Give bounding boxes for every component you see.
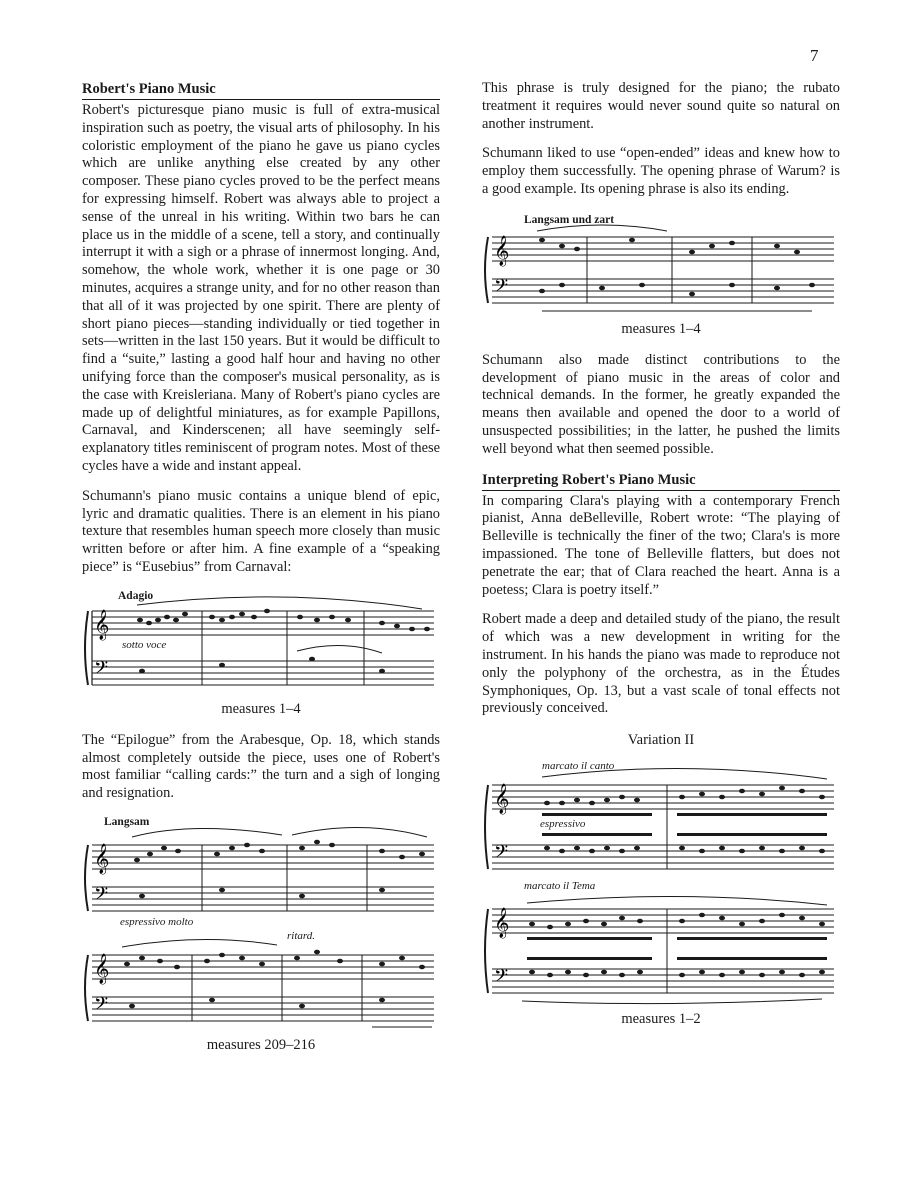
left-column — [82, 80, 440, 1068]
section-heading-roberts-piano-music: Robert's Piano Music — [82, 80, 440, 100]
example-caption: measures 1–4 — [221, 700, 301, 717]
bass-clef-icon: 𝄢 — [494, 842, 509, 868]
right-column — [482, 80, 840, 1042]
brace — [85, 611, 88, 685]
bass-notes — [139, 656, 385, 673]
tempo-marking: Adagio — [118, 589, 154, 602]
music-example-etudes — [482, 757, 840, 1007]
treble-clef-icon: 𝄞 — [494, 784, 510, 815]
bass-clef-icon: 𝄢 — [494, 275, 509, 301]
example-caption: measures 1–2 — [621, 1011, 701, 1028]
treble-clef-icon: 𝄞 — [94, 843, 110, 874]
score-etudes-b — [482, 895, 840, 1007]
music-example-warum — [482, 211, 840, 317]
ritard-marking: ritard. — [287, 929, 316, 942]
paragraph: The “Epilogue” from the Arabesque, Op. 18, which stands almost completely outside the piece, uses one of Robert's most familiar “calling cards:” the turn and a sigh of longing and resignation. — [82, 731, 440, 802]
expression-marking: sotto voce — [122, 638, 167, 651]
paragraph: Schumann liked to use “open-ended” ideas and knew how to employ them successfully. The opening phrase of Warum? is a good example. Its opening phrase is also its ending. — [482, 145, 840, 197]
paragraph: Robert's picturesque piano music is full of extra-musical inspiration such as poetry, the visual arts of philosophy. In his coloristic employment of the piano he gave us piano cycles which are unlike anything else created by any other composer. These piano cycles proved to be the perfect means for expressing himself. Robert was always able to project a sense of the unreal in his writing. Within two bars he can place us in the middle of a scene, tell a story, and continually interrupt it with a sigh or a phrase of innermost longing. And, somehow, the whole work, whether it is one page or 30 minutes, acquires a strange unity, and for no other reason than that all of it was projected by one spirit. There are plenty of short piano pieces—standing individually or tied together in sets—written in the last 150 years. But it would be difficult to find a “suite,” lasting a good half hour and having no other unifying force than the composer's musical personality, as is the case with Kreisleriana. Many of Robert's piano cycles are made up of delightful miniatures, as for example Papillons, Carnaval, and Kinderscenen; all have seemingly self-explanatory titles reminiscent of program notes. Most of these cycles have a wide and instant appeal. — [82, 102, 440, 474]
page-number: 7 — [810, 46, 819, 65]
bass-clef-icon: 𝄢 — [94, 993, 109, 1019]
expression-marking: espressivo molto — [120, 915, 194, 927]
expression-marking: marcato il Tema — [524, 880, 596, 893]
expression-marking: espressivo — [540, 818, 586, 831]
score-etudes-a — [482, 757, 840, 895]
score-warum — [482, 211, 840, 317]
example-caption: measures 1–4 — [621, 320, 701, 337]
bass-clef-icon: 𝄢 — [94, 657, 109, 683]
treble-clef-icon: 𝄞 — [94, 953, 110, 984]
section-heading-interpreting: Interpreting Robert's Piano Music — [482, 471, 840, 491]
phrase-slur — [137, 597, 422, 609]
score-epilogue-a — [82, 815, 440, 927]
score-epilogue-b — [82, 927, 440, 1033]
music-example-epilogue — [82, 815, 440, 1033]
bass-clef-icon: 𝄢 — [494, 966, 509, 992]
treble-clef-icon: 𝄞 — [94, 609, 110, 640]
bass-clef-icon: 𝄢 — [94, 883, 109, 909]
paragraph: This phrase is truly designed for the piano; the rubato treatment it requires would never sound quite so natural on another instrument. — [482, 80, 840, 132]
paragraph: In comparing Clara's playing with a contemporary French pianist, Anna deBelleville, Robert wrote: “The playing of Belleville is technically the finer of the two; Clara's is more impassioned. The tone of Belleville flatters, but does not penetrate the ear; that of Clara reached the heart. Anna is a poetess; Clara is poetry itself.” — [482, 492, 840, 598]
score-eusebius — [82, 589, 440, 697]
example-caption: measures 209–216 — [206, 1036, 316, 1053]
expression-marking: marcato il canto — [542, 760, 615, 773]
tempo-marking: Langsam — [104, 815, 150, 828]
tempo-marking: Langsam und zart — [524, 213, 615, 226]
treble-clef-icon: 𝄞 — [494, 235, 510, 266]
treble-clef-icon: 𝄞 — [494, 908, 510, 939]
music-example-eusebius — [82, 589, 440, 697]
melody-notes — [137, 608, 430, 631]
paragraph: Schumann's piano music contains a unique blend of epic, lyric and dramatic qualities. There is an element in his piano texture that resembles human speech more closely than music written before or after him. A fine example of a “speaking piece” is “Eusebius” from Carnaval: — [82, 487, 440, 575]
variation-title: Variation II — [627, 732, 695, 749]
paragraph: Robert made a deep and detailed study of the piano, the result of which was a new development in writing for the instrument. In his hands the piano was made to reproduce not only the polyphony of the orchestra, as in the Études Symphoniques, Op. 13, but a vast scale of tonal effects not previously conceived. — [482, 611, 840, 717]
paragraph: Schumann also made distinct contributions to the development of piano music in the areas of color and technical demands. In the former, he greatly expanded the means then available and opened the door to a world of unsuspected possibilities; in the latter, he pushed the limits well beyond what then seemed possible. — [482, 351, 840, 457]
